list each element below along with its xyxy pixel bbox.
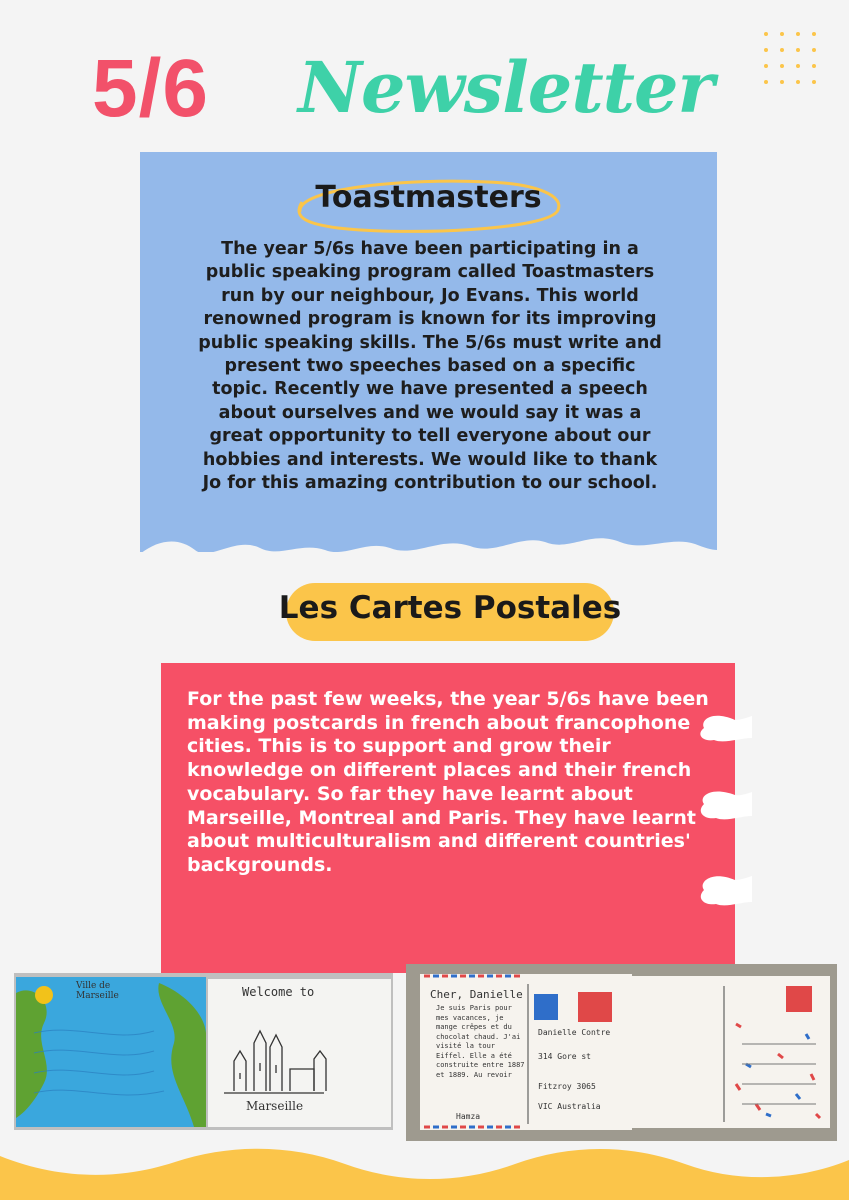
bottom-wave-decoration: [0, 1130, 849, 1200]
postales-title: Les Cartes Postales: [278, 590, 622, 626]
paris-message: Je suis Paris pour mes vacances, je mange crêpes et du chocolat chaud. J'ai visité la tour Eiffel. Elle a été construite entre 1887 et 1889. Au revoir: [436, 1004, 525, 1079]
photo-paris-postcards: [406, 964, 837, 1141]
paris-signature: Hamza: [456, 1112, 481, 1121]
paris-address-country: VIC Australia: [538, 1102, 601, 1111]
paris-address-city: Fitzroy 3065: [538, 1082, 596, 1091]
paris-greeting: Cher, Danielle: [430, 988, 523, 1001]
dot-grid-decoration: [760, 28, 830, 98]
paris-address-name: Danielle Contre: [538, 1028, 611, 1037]
marseille-back-welcome: Welcome to: [242, 985, 315, 999]
paris-address-street: 314 Gore st: [538, 1052, 591, 1061]
marseille-back-city: Marseille: [246, 1099, 304, 1113]
toastmasters-title: Toastmasters: [315, 180, 542, 215]
title-word: Newsletter: [298, 46, 714, 129]
toastmasters-body: The year 5/6s have been participating in a public speaking program called Toastmasters run by our neighbour, Jo Evans. This world renowned program is known for its improving public speaking skills. The 5/6s must write and present two speeches based on a specific topic. Recently we have presented a speech about ourselves and we would say it was a great opportunity to tell everyone about our hobbies and interests. We would like to thank Jo for this amazing contribution to our school.: [198, 239, 662, 494]
photo-marseille-postcard: [14, 973, 393, 1130]
marseille-front-text: Ville de Marseille: [76, 981, 119, 1001]
title-number: 5/6: [92, 43, 209, 134]
toastmasters-wave-edge: [140, 528, 717, 568]
postales-body: For the past few weeks, the year 5/6s have been making postcards in french about francophone cities. This is to support and grow their knowledge on different places and their french vocabulary. So far they have learnt about Marseille, Montreal and Paris. They have learnt about multiculturalism and different countries' backgrounds.: [187, 688, 709, 876]
